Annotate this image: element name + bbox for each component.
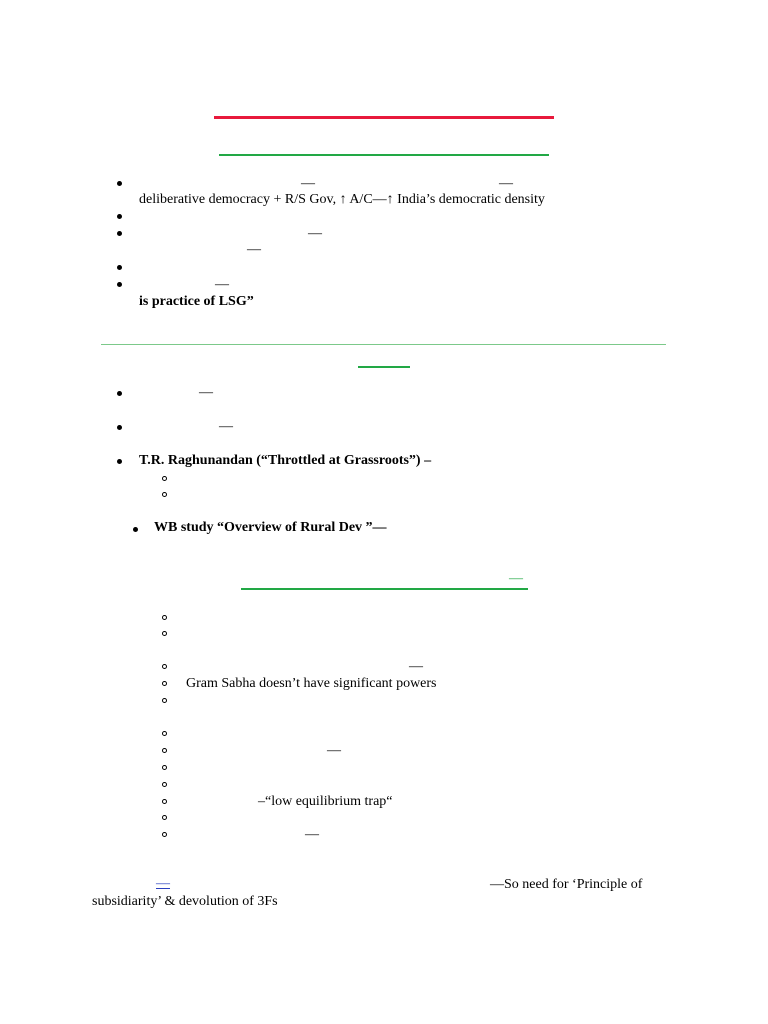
dash-text: — — [215, 277, 229, 292]
conclusion-text: —So need for ‘Principle of — [490, 877, 643, 892]
conclusion-link-dash[interactable]: — — [156, 876, 170, 891]
sub-bullet-icon — [162, 615, 167, 620]
dash-text: — — [327, 743, 341, 758]
dash-text: — — [409, 659, 423, 674]
dash-text: — — [301, 176, 315, 191]
dash-text: — — [199, 385, 213, 400]
sub-bullet-icon — [162, 731, 167, 736]
heading-underline — [241, 588, 528, 590]
subtitle-rule-green — [219, 154, 549, 156]
bullet-icon — [117, 391, 122, 396]
bullet-icon — [117, 425, 122, 430]
dash-text: — — [247, 242, 261, 257]
conclusion-text: subsidiarity’ & devolution of 3Fs — [92, 894, 278, 909]
sub-bullet-icon — [162, 748, 167, 753]
dash-text: — — [219, 419, 233, 434]
list-item-text: Gram Sabha doesn’t have significant powers — [186, 676, 437, 691]
list-item-text: WB study “Overview of Rural Dev ”— — [154, 520, 387, 535]
bullet-icon — [117, 231, 122, 236]
bullet-icon — [117, 214, 122, 219]
bullet-icon — [133, 527, 138, 532]
sub-bullet-icon — [162, 799, 167, 804]
sub-bullet-icon — [162, 782, 167, 787]
list-item-text: T.R. Raghunandan (“Throttled at Grassroots”) – — [139, 453, 432, 468]
list-item-text: deliberative democracy + R/S Gov, ↑ A/C—↑ India’s democratic density — [139, 192, 545, 207]
sub-bullet-icon — [162, 476, 167, 481]
sub-bullet-icon — [162, 681, 167, 686]
section-divider — [101, 344, 666, 345]
heading-underline — [358, 366, 410, 368]
sub-bullet-icon — [162, 698, 167, 703]
sub-bullet-icon — [162, 492, 167, 497]
sub-bullet-icon — [162, 765, 167, 770]
bullet-icon — [117, 459, 122, 464]
sub-bullet-icon — [162, 664, 167, 669]
bullet-icon — [117, 181, 122, 186]
title-rule-red — [214, 116, 554, 119]
dash-text: — — [305, 827, 319, 842]
bullet-icon — [117, 282, 122, 287]
list-item-text: –“low equilibrium trap“ — [258, 794, 393, 809]
heading-link-dash[interactable]: — — [509, 571, 523, 586]
dash-text: — — [308, 226, 322, 241]
sub-bullet-icon — [162, 815, 167, 820]
sub-bullet-icon — [162, 631, 167, 636]
list-item-text: is practice of LSG” — [139, 294, 254, 309]
dash-text: — — [499, 176, 513, 191]
bullet-icon — [117, 265, 122, 270]
sub-bullet-icon — [162, 832, 167, 837]
